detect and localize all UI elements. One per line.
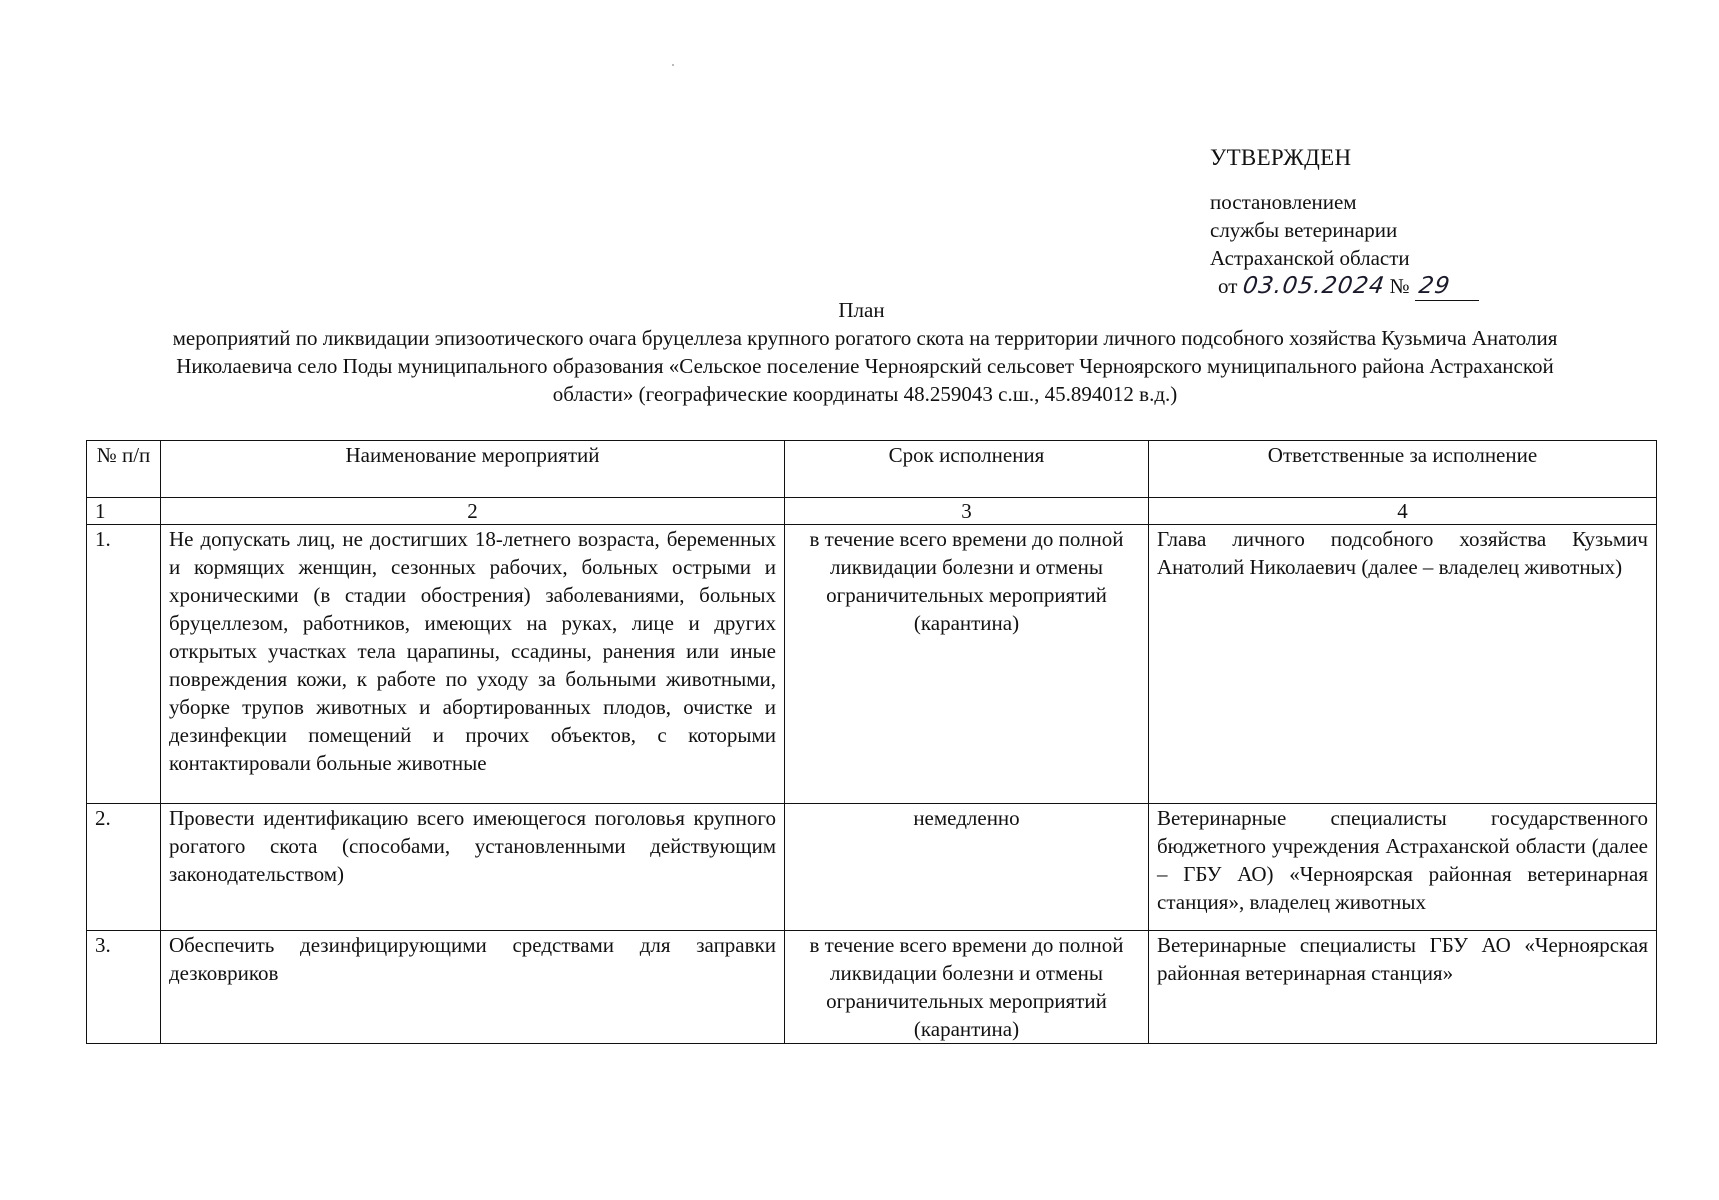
number-prefix: № — [1389, 274, 1410, 298]
approval-line-service: службы ветеринарии — [1210, 218, 1398, 242]
table-header-row — [87, 441, 1657, 498]
column-index: 2 — [161, 498, 785, 525]
measure-name-cell: Не допускать лиц, не достигших 18-летнего возраста, беременных и кормящих женщин, сезонных рабочих, больных острыми и хроническими (в стадии обострения) заболеваниями, больных бруцеллезом, работников, имеющих на руках, лице и других открытых участках тела царапины, ссадины, ранения или иные повреждения кожи, к работе по уходу за больными животными, уборке трупов животных и абортированных плодов, очистке и дезинфекции помещений и прочих объектов, с которыми контактировали больные животные — [161, 525, 785, 804]
responsible-cell: Ветеринарные специалисты ГБУ АО «Черноярская районная ветеринарная станция» — [1149, 931, 1657, 1044]
deadline-cell: немедленно — [785, 804, 1149, 931]
column-index: 3 — [785, 498, 1149, 525]
plan-heading: План — [838, 298, 885, 322]
approved-heading: УТВЕРЖДЕН — [1210, 145, 1352, 170]
plan-subtitle: мероприятий по ликвидации эпизоотического очага бруцеллеза крупного рогатого скота на территории личного подсобного хозяйства Кузьмича Анатолия Николаевича село Поды муниципального образования «Сельское поселение Черноярский сельсовет Черноярского муниципального района Астраханской области» (географические координаты 48.259043 с.ш., 45.894012 в.д.) — [172, 326, 1558, 406]
approval-line-resolution: постановлением — [1210, 190, 1357, 214]
row-number: 2. — [87, 804, 161, 931]
document-title — [150, 296, 1580, 408]
responsible-cell: Ветеринарные специалисты государственного бюджетного учреждения Астраханской области (далее – ГБУ АО) «Черноярская районная ветеринарная станция», владелец животных — [1149, 804, 1657, 931]
deadline-cell: в течение всего времени до полной ликвидации болезни и отмены ограничительных мероприятий (карантина) — [785, 931, 1149, 1044]
deadline-cell: в течение всего времени до полной ликвидации болезни и отмены ограничительных мероприятий (карантина) — [785, 525, 1149, 804]
approval-line-region: Астраханской области — [1210, 246, 1410, 270]
header-deadline: Срок исполнения — [785, 441, 1149, 498]
responsible-cell: Глава личного подсобного хозяйства Кузьмич Анатолий Николаевич (далее – владелец животных) — [1149, 525, 1657, 804]
row-number: 3. — [87, 931, 161, 1044]
measure-name-cell: Обеспечить дезинфицирующими средствами для заправки дезковриков — [161, 931, 785, 1044]
column-index: 1 — [87, 498, 161, 525]
header-responsible: Ответственные за исполнение — [1149, 441, 1657, 498]
row-number: 1. — [87, 525, 161, 804]
measure-name-cell: Провести идентификацию всего имеющегося поголовья крупного рогатого скота (способами, установленными действующим законодательством) — [161, 804, 785, 931]
column-index: 4 — [1149, 498, 1657, 525]
measures-table — [86, 440, 1657, 1044]
date-prefix: от — [1218, 274, 1238, 298]
handwritten-number: 29 — [1417, 273, 1453, 299]
approval-stamp-block — [1210, 144, 1479, 301]
table-row — [87, 931, 1657, 1044]
column-index-row — [87, 498, 1657, 525]
table-row — [87, 525, 1657, 804]
header-measure-name: Наименование мероприятий — [161, 441, 785, 498]
table-row — [87, 804, 1657, 931]
header-number: № п/п — [87, 441, 161, 498]
scan-speck — [672, 64, 674, 66]
handwritten-date: 03.05.2024 — [1240, 273, 1387, 299]
